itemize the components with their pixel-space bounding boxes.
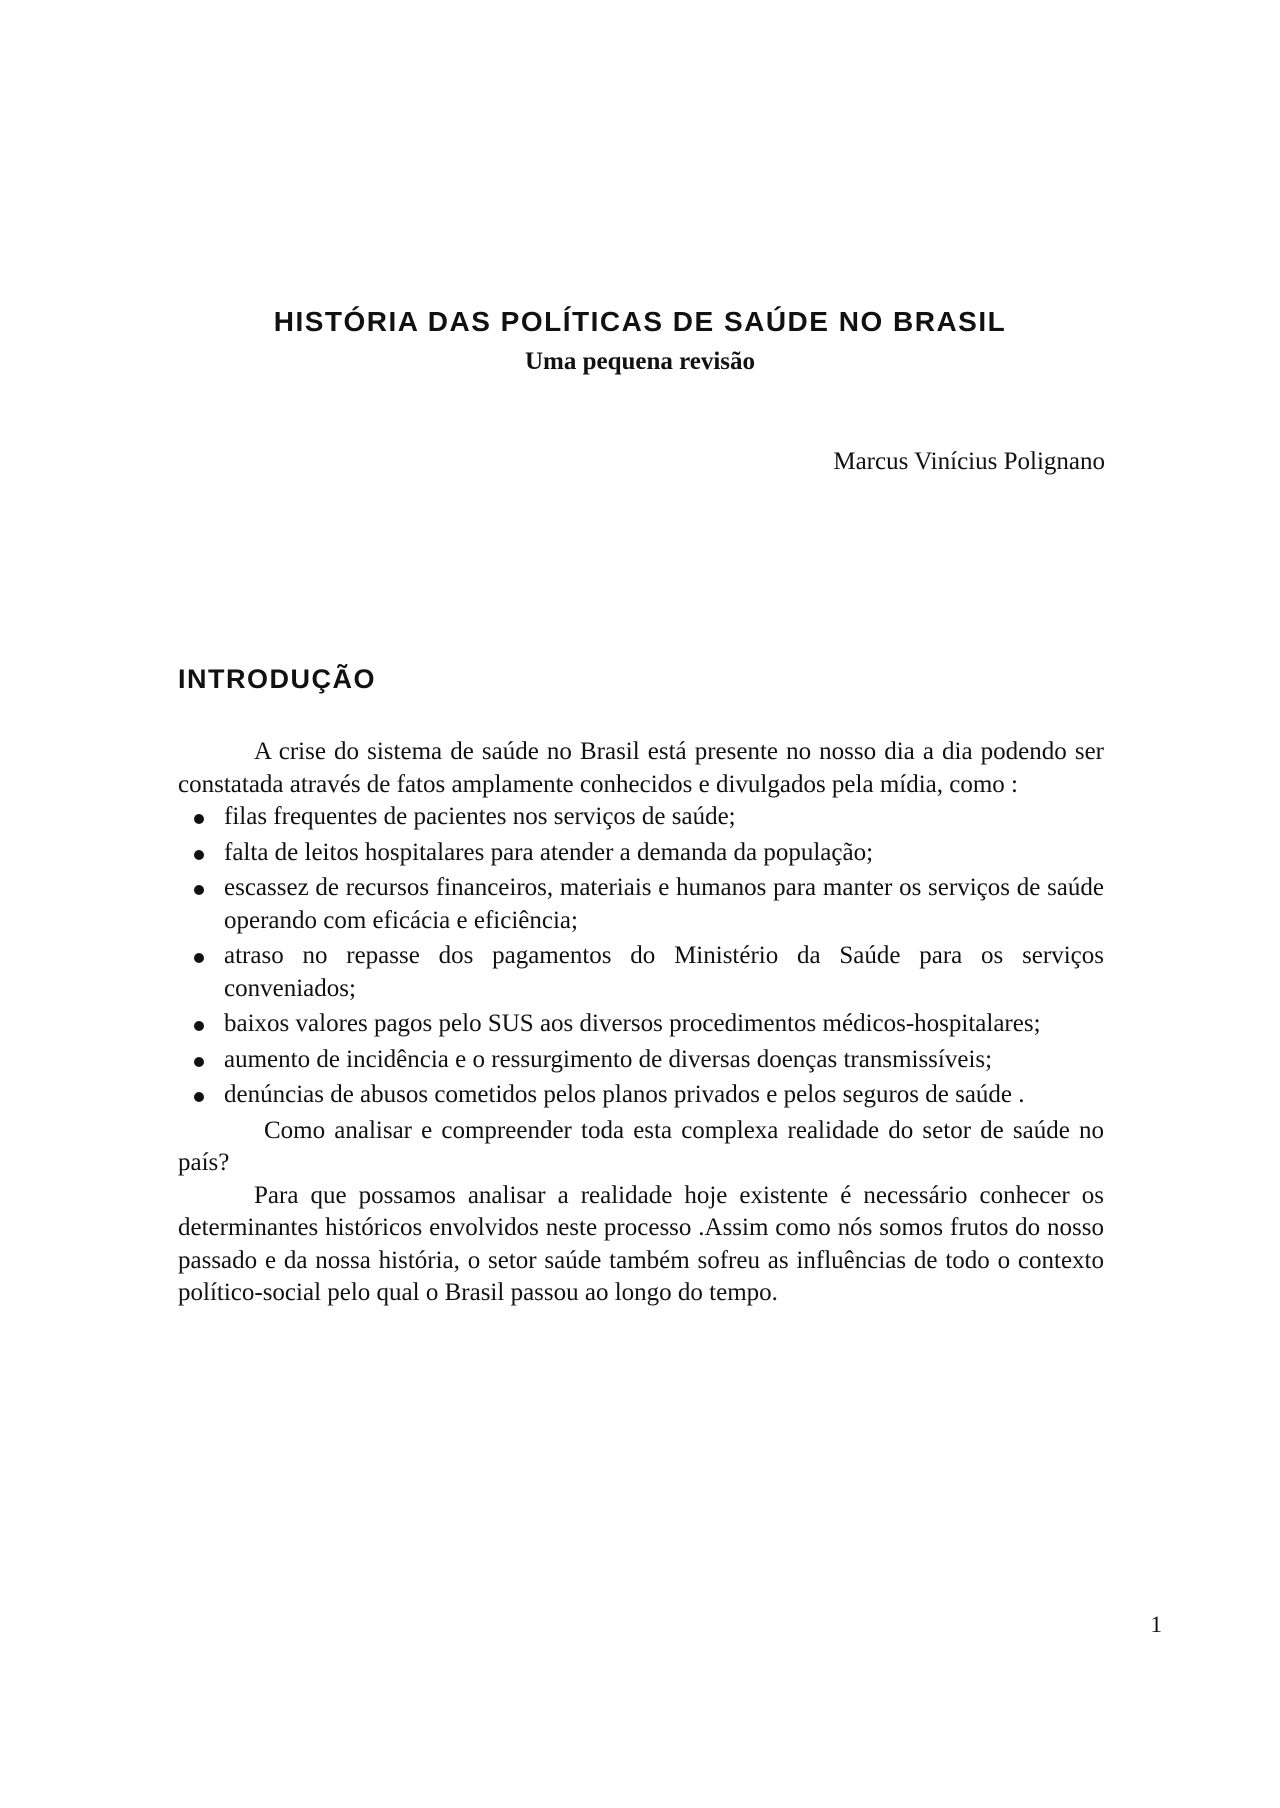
- crisis-facts-list: [178, 801, 1104, 1112]
- list-item-text: falta de leitos hospitalares para atender a demanda da população;: [224, 838, 874, 866]
- list-item: [178, 940, 1104, 1005]
- bullet-icon: [194, 1057, 204, 1067]
- document-subtitle: Uma pequena revisão: [524, 348, 756, 375]
- list-item: [178, 801, 1104, 834]
- intro-paragraph: A crise do sistema de saúde no Brasil está presente no nosso dia a dia podendo ser constatada através de fatos amplamente conhecidos e divulgados pela mídia, como :: [178, 738, 1104, 798]
- bullet-icon: [194, 1092, 204, 1102]
- list-item: [178, 872, 1104, 937]
- bullet-icon: [194, 953, 204, 963]
- bullet-icon: [194, 814, 204, 824]
- list-item: [178, 1044, 1104, 1077]
- list-item: [178, 837, 1104, 870]
- list-item-text: filas frequentes de pacientes nos serviços de saúde;: [224, 803, 736, 830]
- bullet-icon: [194, 885, 204, 895]
- page-number: 1: [1150, 1612, 1162, 1637]
- question-paragraph: Como analisar e compreender toda esta complexa realidade do setor de saúde no país?: [178, 1116, 1104, 1176]
- bullet-icon: [194, 850, 204, 860]
- list-item: [178, 1079, 1104, 1112]
- introduction-body: [178, 736, 1104, 1310]
- author-name: Marcus Vinícius Polignano: [833, 448, 1105, 475]
- list-item-text: aumento de incidência e o ressurgimento de diversas doenças transmissíveis;: [224, 1045, 993, 1073]
- section-heading-introducao: INTRODUÇÃO: [178, 664, 376, 694]
- list-item: [178, 1008, 1104, 1041]
- list-item-text: baixos valores pagos pelo SUS aos diversos procedimentos médicos-hospitalares;: [224, 1010, 1041, 1037]
- list-item-text: atraso no repasse dos pagamentos do Ministério da Saúde para os serviços conveniados;: [224, 942, 1104, 1002]
- list-item-text: escassez de recursos financeiros, materiais e humanos para manter os serviços de saúde operando com eficácia e eficiência;: [224, 874, 1104, 934]
- bullet-icon: [194, 1021, 204, 1031]
- document-title: HISTÓRIA DAS POLÍTICAS DE SAÚDE NO BRASIL: [273, 306, 1007, 337]
- list-item-text: denúncias de abusos cometidos pelos planos privados e pelos seguros de saúde .: [224, 1081, 1025, 1108]
- closing-paragraph: Para que possamos analisar a realidade hoje existente é necessário conhecer os determinantes históricos envolvidos neste processo .Assim como nós somos frutos do nosso passado e da nossa história, o setor saúde também sofreu as influências de todo o contexto político-social pelo qual o Brasil passou ao longo do tempo.: [178, 1181, 1104, 1306]
